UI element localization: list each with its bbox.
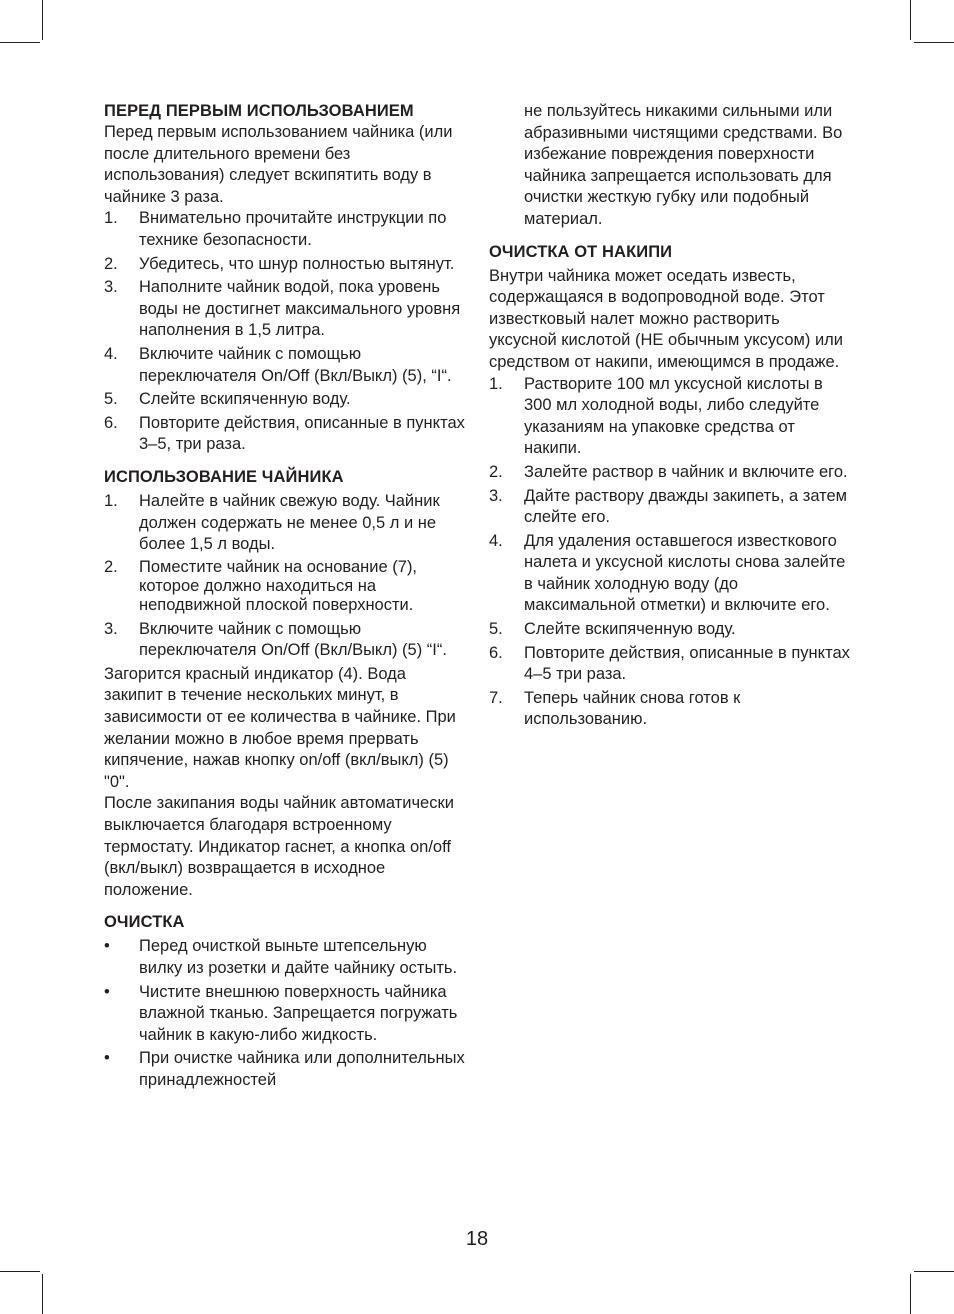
section-first-use bbox=[104, 101, 468, 456]
list-number: 1. bbox=[104, 209, 118, 228]
numbered-list bbox=[489, 374, 851, 732]
list-text: Растворите 100 мл уксусной кислоты в 300 мл холодной воды, либо следуйте указаниям на упаковке средства от накипи. bbox=[524, 374, 823, 458]
list-text: Повторите действия, описанные в пунктах 3–5, три раза. bbox=[139, 413, 465, 454]
list-number: 2. bbox=[104, 254, 118, 273]
list-item bbox=[489, 619, 851, 641]
section-heading: ПЕРЕД ПЕРВЫМ ИСПОЛЬЗОВАНИЕМ bbox=[104, 102, 414, 120]
list-text: Повторите действия, описанные в пунктах 4–5 три раза. bbox=[524, 643, 850, 684]
list-item bbox=[104, 413, 468, 456]
list-number: 4. bbox=[489, 531, 503, 550]
list-item bbox=[104, 344, 468, 387]
crop-mark bbox=[0, 42, 40, 43]
page-number: 18 bbox=[465, 1228, 489, 1250]
list-item bbox=[489, 643, 851, 686]
section-cleaning-continued bbox=[489, 101, 851, 231]
list-number: 7. bbox=[489, 688, 503, 707]
list-text: Залейте раствор в чайник и включите его. bbox=[524, 462, 848, 481]
list-item bbox=[104, 389, 468, 411]
list-text: При очистке чайника или дополнительных принадлежностей bbox=[139, 1049, 465, 1089]
numbered-list bbox=[104, 208, 468, 456]
list-item bbox=[104, 982, 468, 1047]
section-heading: ОЧИСТКА ОТ НАКИПИ bbox=[489, 242, 673, 261]
list-item bbox=[104, 254, 468, 276]
list-number: 6. bbox=[489, 643, 503, 662]
section-intro: Внутри чайника может оседать известь, содержащаяся в водопроводной воде. Этот известковый налет можно растворить уксусной кислотой (НЕ обычным уксусом) или средством от накипи, имеющимся в продаже. bbox=[489, 266, 844, 371]
continued-text: не пользуйтесь никакими сильными или абразивными чистящими средствами. Во избежание повреждения поверхности чайника запрещается использовать для очистки жесткую губку или подобный материал. bbox=[524, 102, 843, 228]
crop-mark bbox=[42, 0, 43, 40]
crop-mark bbox=[910, 0, 911, 40]
section-heading: ОЧИСТКА bbox=[104, 913, 185, 932]
list-number: 3. bbox=[489, 486, 503, 505]
list-text: Для удаления оставшегося известкового налета и уксусной кислоты снова залейте в чайник холодную воду (до максимальной отметки) и включите его. bbox=[524, 531, 846, 615]
bullet: • bbox=[104, 982, 110, 1001]
list-text: Поместите чайник на основание (7), которое должно находиться на неподвижной плоской поверхности. bbox=[139, 557, 418, 614]
section-usage bbox=[104, 467, 468, 902]
list-item bbox=[104, 936, 468, 979]
left-column bbox=[104, 101, 468, 1094]
list-text: Включите чайник с помощью переключателя On/Off (Вкл/Выкл) (5), “I“. bbox=[139, 344, 452, 385]
list-text: Перед очисткой выньте штепсельную вилку из розетки и дайте чайнику остыть. bbox=[139, 937, 458, 977]
crop-mark bbox=[910, 1274, 911, 1314]
list-text: Слейте вскипяченную воду. bbox=[139, 390, 351, 409]
section-descaling bbox=[489, 242, 851, 731]
list-item bbox=[104, 619, 468, 662]
list-number: 1. bbox=[104, 491, 118, 510]
numbered-list bbox=[104, 491, 468, 662]
list-number: 4. bbox=[104, 344, 118, 363]
list-item bbox=[489, 462, 851, 484]
list-item bbox=[489, 374, 851, 460]
list-number: 3. bbox=[104, 619, 118, 638]
bullet: • bbox=[104, 1049, 110, 1068]
crop-mark bbox=[0, 1271, 40, 1272]
list-text: Внимательно прочитайте инструкции по технике безопасности. bbox=[139, 209, 447, 249]
list-item bbox=[104, 1048, 468, 1091]
section-intro: Перед первым использованием чайника (или после длительного времени без использования) следует вскипятить воду в чайнике 3 раза. bbox=[104, 123, 453, 206]
list-item bbox=[489, 531, 851, 617]
crop-mark bbox=[914, 42, 954, 43]
crop-mark bbox=[914, 1271, 954, 1272]
right-column bbox=[489, 101, 851, 733]
list-item bbox=[104, 558, 468, 615]
bullet: • bbox=[104, 937, 110, 956]
list-text: Убедитесь, что шнур полностью вытянут. bbox=[139, 254, 455, 273]
list-number: 5. bbox=[104, 390, 118, 409]
crop-mark bbox=[42, 1274, 43, 1314]
list-number: 6. bbox=[104, 413, 118, 432]
list-text: Наполните чайник водой, пока уровень воды не достигнет максимального уровня наполнения в 1,5 литра. bbox=[139, 278, 461, 340]
list-text: Слейте вскипяченную воду. bbox=[524, 620, 736, 639]
list-text: Теперь чайник снова готов к использованию. bbox=[524, 688, 741, 729]
list-number: 1. bbox=[489, 374, 503, 393]
list-number: 3. bbox=[104, 278, 118, 297]
list-number: 5. bbox=[489, 620, 503, 639]
list-text: Включите чайник с помощью переключателя On/Off (Вкл/Выкл) (5) “I“. bbox=[139, 619, 447, 660]
section-cleaning bbox=[104, 912, 468, 1091]
list-number: 2. bbox=[489, 462, 503, 481]
list-item bbox=[489, 486, 851, 529]
list-text: Чистите внешнюю поверхность чайника влажной тканью. Запрещается погружать чайник в какую-либо жидкость. bbox=[139, 982, 458, 1044]
list-item bbox=[104, 277, 468, 342]
list-number: 2. bbox=[104, 557, 118, 576]
paragraph: Загорится красный индикатор (4). Вода закипит в течение нескольких минут, в зависимости от ее количества в чайнике. При желании можно в любое время прервать кипячение, нажав кнопку on/off (вкл/выкл) (5) "0". bbox=[104, 664, 456, 791]
list-text: Налейте в чайник свежую воду. Чайник должен содержать не менее 0,5 л и не более 1,5 л воды. bbox=[139, 491, 440, 554]
bullet-list bbox=[104, 936, 468, 1091]
list-item bbox=[104, 491, 468, 556]
list-text: Дайте раствору дважды закипеть, а затем слейте его. bbox=[524, 486, 848, 527]
section-heading: ИСПОЛЬЗОВАНИЕ ЧАЙНИКА bbox=[104, 467, 344, 486]
list-item bbox=[104, 208, 468, 251]
paragraph: После закипания воды чайник автоматически выключается благодаря встроенному термостату. Индикатор гаснет, а кнопка on/off (вкл/выкл) возвращается в исходное положение. bbox=[104, 794, 454, 899]
list-item bbox=[489, 688, 851, 731]
